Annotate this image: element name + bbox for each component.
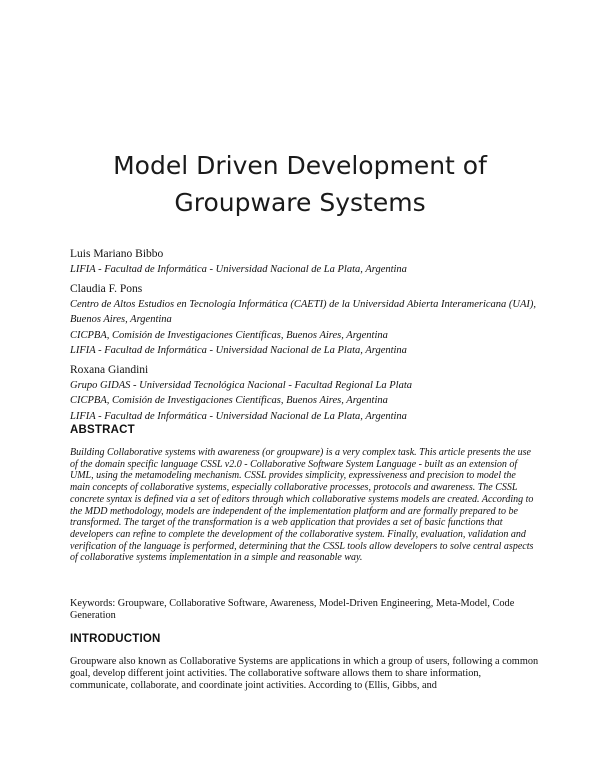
abstract-heading: ABSTRACT bbox=[70, 424, 135, 436]
paper-title-line-1: Model Driven Development of bbox=[113, 151, 487, 180]
author-affiliation: LIFIA - Facultad de Informática - Universidad Nacional de La Plata, Argentina bbox=[70, 345, 407, 356]
introduction-heading: INTRODUCTION bbox=[70, 633, 161, 645]
author-list bbox=[70, 246, 550, 427]
paper-title-line-2: Groupware Systems bbox=[174, 188, 426, 217]
author-name: Claudia F. Pons bbox=[70, 282, 143, 295]
abstract-text: Building Collaborative systems with awareness (or groupware) is a very complex task. This article presents the use of the domain specific language CSSL v2.0 - Collaborative Software System Language - built as an extension of UML, using the metamodeling mechanism. CSSL provides simplicity, expressiveness and precision to model the main concepts of collaborative systems, especially collaborative processes, protocols and awareness. The CSSL concrete syntax is defined via a set of editors through which collaborative systems models are created. According to the MDD methodology, models are independent of the implementation platform and are formally prepared to be transformed. The target of the transformation is a web application that provides a set of basic functions that developers can refine to complete the development of the collaborative system. Finally, evaluation, validation and verification of the language is performed, determining that the CSSL tools allow developers to solve central aspects of collaborative systems implementation in a simple and reasonable way. bbox=[70, 447, 534, 564]
keywords-text: Keywords: Groupware, Collaborative Software, Awareness, Model-Driven Engineering, Meta-Model, Code Generation bbox=[70, 598, 515, 621]
author-affiliation: LIFIA - Facultad de Informática - Universidad Nacional de La Plata, Argentina bbox=[70, 264, 407, 275]
author-name: Roxana Giandini bbox=[70, 363, 149, 376]
author-affiliation: Centro de Altos Estudios en Tecnología Informática (CAETI) de la Universidad Abierta Interamericana (UAI), Buenos Aires, Argentina bbox=[70, 298, 537, 325]
author-block bbox=[70, 362, 550, 425]
author-affiliation: Grupo GIDAS - Universidad Tecnológica Nacional - Facultad Regional La Plata bbox=[70, 379, 412, 391]
author-block bbox=[70, 281, 550, 359]
author-name: Luis Mariano Bibbo bbox=[70, 248, 164, 260]
author-block bbox=[70, 246, 550, 278]
author-affiliation: LIFIA - Facultad de Informática - Universidad Nacional de La Plata, Argentina bbox=[70, 410, 407, 422]
introduction-text: Groupware also known as Collaborative Systems are applications in which a group of users, following a common goal, develop different joint activities. The collaborative software allows them to share information, communicate, collaborate, and coordinate joint activities. According to (Ellis, Gibbs, and bbox=[70, 656, 539, 692]
author-affiliation: CICPBA, Comisión de Investigaciones Científicas, Buenos Aires, Argentina bbox=[70, 329, 388, 341]
author-affiliation: CICPBA, Comisión de Investigaciones Científicas, Buenos Aires, Argentina bbox=[70, 395, 388, 406]
